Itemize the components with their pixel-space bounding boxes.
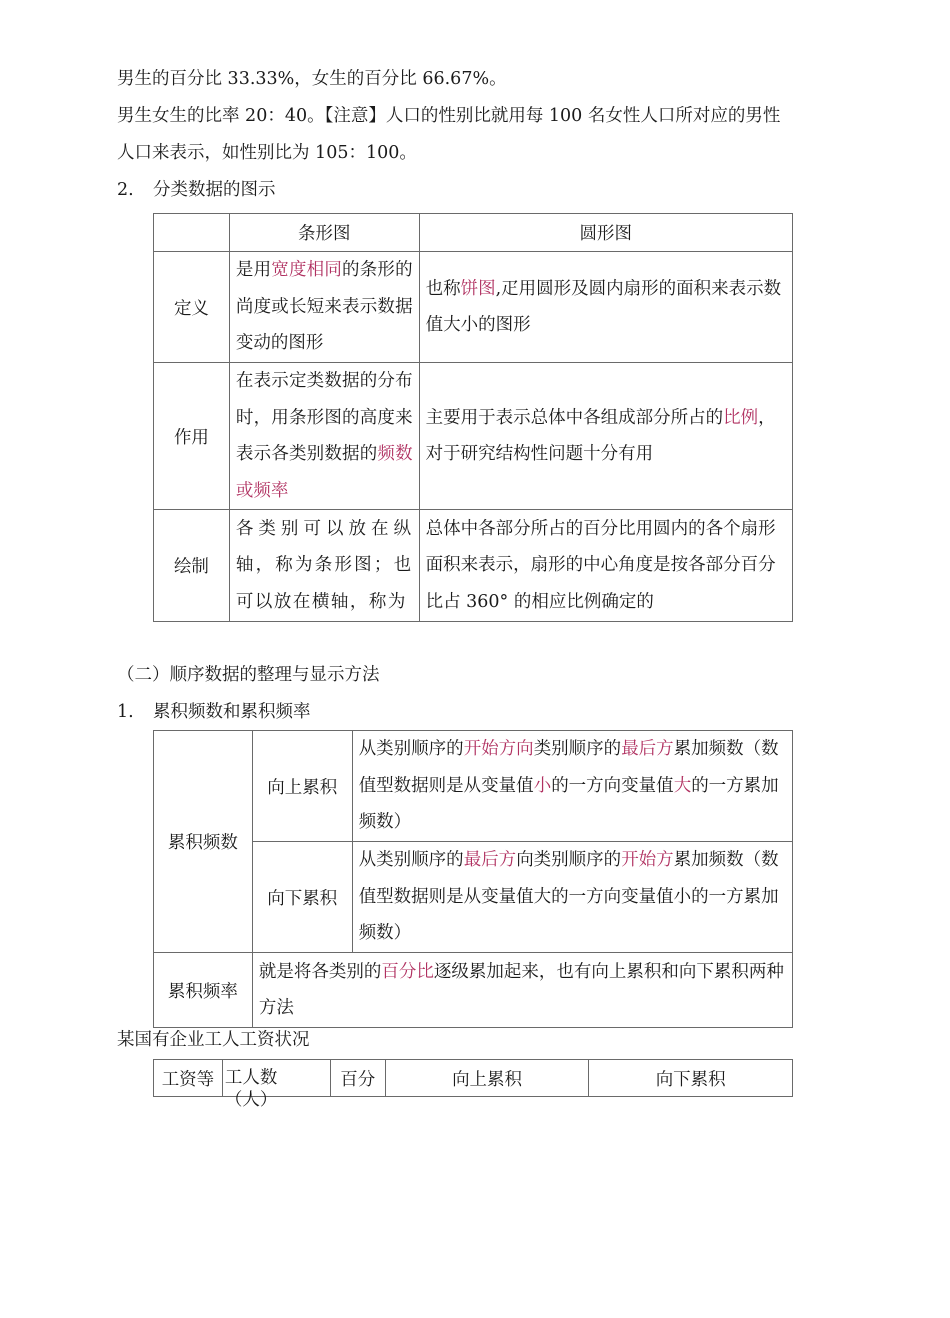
cell-text: 总体中各部分所占的百分比用圆内的各个扇形面积来表示，扇形的中心角度是按各部分百分比占 360° 的相应比例确定的 [425, 518, 776, 612]
highlight-text: 饼图 [460, 278, 496, 299]
cell-text: 主要用于表示总体中各组成部分所占的 [425, 407, 724, 428]
highlight-text: 小 [533, 775, 552, 796]
chart-comparison-table [153, 213, 793, 622]
cell-text: 累加频数（数值型数据则是从变量值 [358, 739, 779, 796]
pie-usage-cell [419, 363, 792, 510]
row-label: 绘制 [154, 510, 230, 622]
wage-table-caption: 某国有企业工人工资状况 [117, 1030, 310, 1050]
cell-text: 的一方向变量值 [551, 775, 674, 796]
cumulative-frequency-label: 累积频数 [154, 731, 253, 953]
cell-text: 逐级累加起来，也有向上累积和向下累积两种方法 [258, 961, 784, 1018]
cell-text: 从类别顺序的 [358, 739, 464, 760]
intro-line-1: 男生的百分比 33.33%，女生的百分比 66.67%。 [117, 69, 507, 89]
row-label: 作用 [154, 363, 230, 510]
highlight-text: 开始方 [621, 850, 674, 871]
cell-text: 是用 [235, 260, 272, 281]
section-order-title: （二）顺序数据的整理与显示方法 [117, 665, 380, 685]
wage-table [153, 1059, 793, 1110]
cell-text: ,疋用圆形及圆内扇形的面积来表示数值大小的图形 [425, 278, 782, 335]
section-2-title: 分类数据的图示 [153, 180, 276, 200]
table-row-drawing [154, 510, 793, 622]
downward-label: 向下累积 [252, 842, 352, 953]
highlight-text: 宽度相同 [271, 260, 343, 281]
table-header-row [154, 214, 793, 252]
intro-line-3: 人口来表示，如性别比为 105：100。 [117, 143, 417, 163]
cumulative-rate-description [252, 953, 792, 1028]
highlight-text: 大 [673, 775, 692, 796]
cell-text: ，对于研究结构性问题十分有用 [425, 407, 776, 464]
cell-text: 累加频数（数值型数据则是从变量值大的一方向变量值小的一方累加频数） [358, 850, 779, 944]
cell-text: 的条形的尚度或长短来表示数据变动的图形 [235, 260, 413, 354]
wage-header-workers [222, 1060, 330, 1110]
wage-table-header-row [154, 1060, 793, 1097]
cell-text: 各类别可以放在纵轴，称为条形图；也可以放在横轴，称为 [235, 518, 413, 612]
table-header-pie-chart: 圆形图 [419, 214, 792, 252]
table-row-cumulative-rate [154, 953, 793, 1028]
table-row-definition [154, 252, 793, 363]
upward-description [352, 731, 792, 842]
pie-drawing-cell [419, 510, 792, 622]
highlight-text: 比例 [723, 407, 759, 428]
section-2-number: 2. [117, 180, 134, 200]
cell-text: 从类别顺序的 [358, 850, 464, 871]
section-order-sub-title: 累积频数和累积频率 [153, 702, 311, 722]
table-header-empty [154, 214, 230, 252]
row-label: 定义 [154, 252, 230, 363]
table-header-bar-chart: 条形图 [229, 214, 419, 252]
cell-text: 也称 [425, 278, 461, 299]
highlight-text: 最后方 [621, 739, 674, 760]
cell-text: 就是将各类别的 [258, 961, 382, 982]
cumulative-rate-label: 累积频率 [154, 953, 253, 1028]
cell-text: 工人数（人） [224, 1068, 278, 1110]
bar-drawing-cell [229, 510, 419, 622]
table-row-usage [154, 363, 793, 510]
highlight-text: 最后方 [463, 850, 517, 871]
highlight-text: 开始方向 [463, 739, 534, 760]
cell-text: 类别顺序的 [533, 739, 622, 760]
highlight-text: 频数或频率 [235, 444, 413, 501]
cumulative-table [153, 730, 793, 1028]
bar-usage-cell [229, 363, 419, 510]
bar-definition-cell [229, 252, 419, 363]
wage-header-upward: 向上累积 [385, 1060, 589, 1097]
section-order-sub-number: 1. [117, 702, 134, 722]
downward-description [352, 842, 792, 953]
highlight-text: 百分比 [381, 961, 434, 982]
wage-header-grade: 工资等 [154, 1060, 223, 1097]
upward-label: 向上累积 [252, 731, 352, 842]
cell-text: 在表示定类数据的分布时，用条形图的高度来表示各类别数据的 [235, 371, 413, 464]
wage-header-downward: 向下累积 [589, 1060, 793, 1097]
cell-text: 向类别顺序的 [516, 850, 622, 871]
intro-line-2: 男生女生的比率 20：40。【注意】人口的性别比就用每 100 名女性人口所对应的男性 [117, 106, 781, 126]
pie-definition-cell [419, 252, 792, 363]
cell-text: 的一方累加频数） [358, 775, 779, 833]
wage-header-percent: 百分 [330, 1060, 385, 1097]
table-row-upward [154, 731, 793, 842]
